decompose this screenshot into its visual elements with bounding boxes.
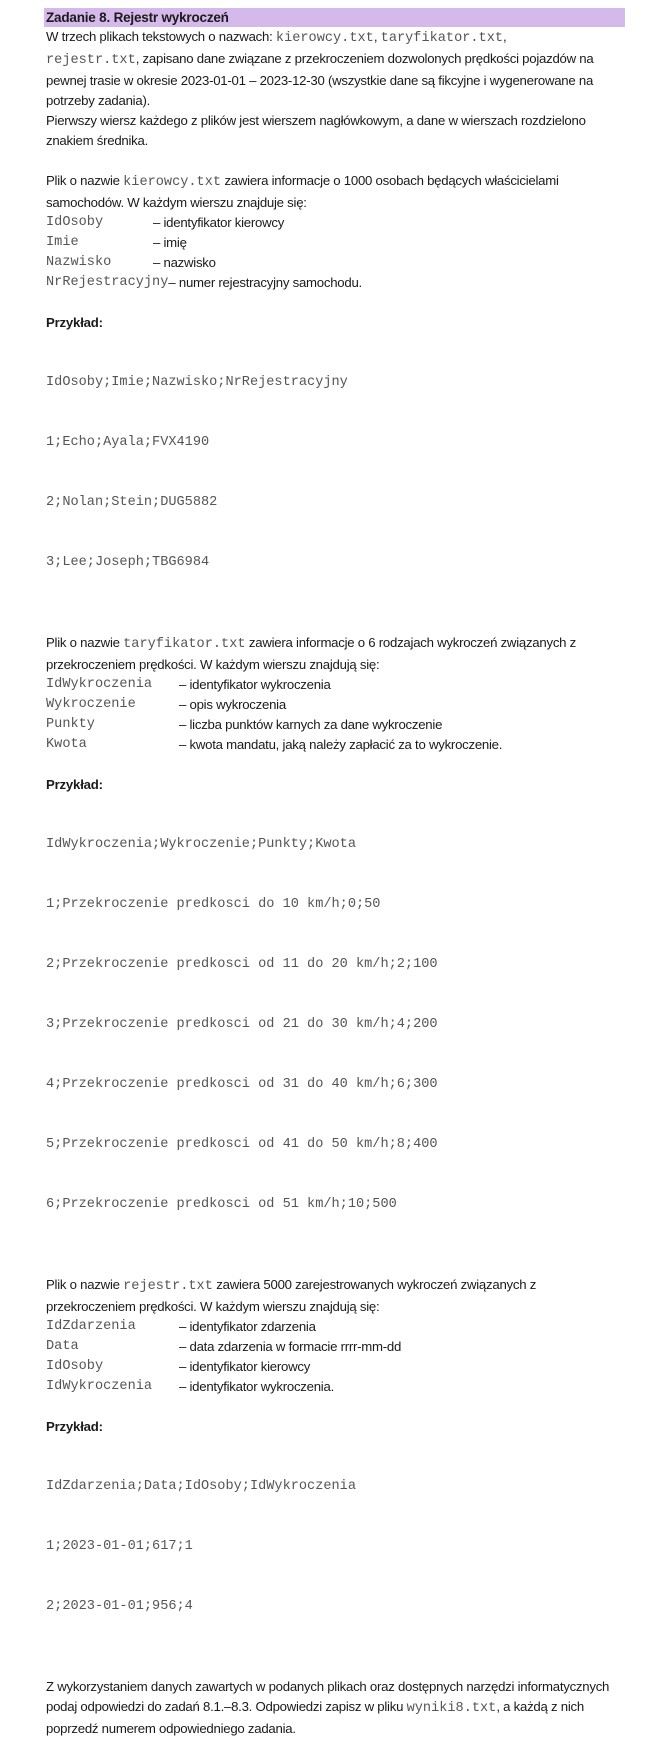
desc-text: zawiera informacje o 6 rodzajach wykroczeń związanych z przekroczeniem prędkości. W każdym wierszu znajdują się: bbox=[46, 635, 577, 672]
field-name: IdOsoby bbox=[46, 215, 104, 230]
field-name: Kwota bbox=[46, 737, 87, 752]
example-line: 2;2023-01-01;956;4 bbox=[46, 1599, 193, 1614]
field-row bbox=[46, 1377, 626, 1397]
filename-taryfikator: taryfikator.txt bbox=[380, 31, 504, 46]
example-line: 3;Lee;Joseph;TBG6984 bbox=[46, 555, 210, 570]
closing-text: , a każdą z nich poprzedź numerem odpowiedniego zadania. bbox=[46, 1699, 584, 1736]
example-line: 5;Przekroczenie predkosci od 41 do 50 km/h;8;400 bbox=[46, 1137, 438, 1152]
field-name: IdWykroczenia bbox=[46, 1379, 153, 1394]
filename-taryfikator: taryfikator.txt bbox=[123, 637, 246, 652]
example-label: Przykład: bbox=[46, 315, 103, 330]
example-line: 1;Przekroczenie predkosci do 10 km/h;0;50 bbox=[46, 897, 381, 912]
field-desc: – identyfikator kierowcy bbox=[153, 215, 285, 230]
field-row bbox=[46, 213, 626, 233]
separator: , bbox=[503, 29, 507, 44]
field-row bbox=[46, 675, 626, 695]
field-desc: – identyfikator zdarzenia bbox=[179, 1319, 316, 1334]
field-row bbox=[46, 273, 626, 293]
rejestr-description bbox=[46, 1275, 626, 1317]
field-row bbox=[46, 715, 626, 735]
field-row bbox=[46, 253, 626, 273]
header-info-paragraph: Pierwszy wiersz każdego z plików jest wierszem nagłówkowym, a dane w wierszach rozdzielono znakiem średnika. bbox=[46, 113, 586, 148]
field-row bbox=[46, 233, 626, 253]
example-line: IdZdarzenia;Data;IdOsoby;IdWykroczenia bbox=[46, 1479, 356, 1494]
example-line: 3;Przekroczenie predkosci od 21 do 30 km/h;4;200 bbox=[46, 1017, 438, 1032]
example-label: Przykład: bbox=[46, 1419, 103, 1434]
intro-text: , zapisano dane związane z przekroczeniem dozwolonych prędkości pojazdów na pewnej trasie w okresie 2023-01-01 – 2023-12-30 (wszystkie dane są fikcyjne i wygenerowane na potrzeby zadania). bbox=[46, 51, 594, 108]
field-name: Data bbox=[46, 1339, 79, 1354]
task-document bbox=[46, 8, 626, 1739]
filename-rejestr: rejestr.txt bbox=[46, 53, 136, 68]
example-line: 1;Echo;Ayala;FVX4190 bbox=[46, 435, 210, 450]
desc-text: zawiera 5000 zarejestrowanych wykroczeń związanych z przekroczeniem prędkości. W każdym wierszu znajdują się: bbox=[46, 1277, 537, 1314]
filename-wyniki: wyniki8.txt bbox=[406, 1701, 497, 1716]
kierowcy-field-list bbox=[46, 213, 626, 293]
field-desc: – identyfikator kierowcy bbox=[179, 1359, 311, 1374]
rejestr-field-list bbox=[46, 1317, 626, 1397]
field-row bbox=[46, 695, 626, 715]
closing-text: Z wykorzystaniem danych zawartych w podanych plikach oraz dostępnych narzędzi informatycznych podaj odpowiedzi do zadań 8.1.–8.3. Odpowiedzi zapisz w pliku bbox=[46, 1679, 610, 1714]
field-name: Wykroczenie bbox=[46, 697, 136, 712]
field-desc: – nazwisko bbox=[153, 255, 216, 270]
closing-instructions bbox=[46, 1677, 626, 1739]
desc-text: Plik o nazwie bbox=[46, 173, 124, 188]
filename-kierowcy: kierowcy.txt bbox=[123, 175, 222, 190]
filename-kierowcy: kierowcy.txt bbox=[275, 31, 374, 46]
desc-text: Plik o nazwie bbox=[46, 1277, 124, 1292]
field-desc: – identyfikator wykroczenia. bbox=[179, 1379, 334, 1394]
field-desc: – numer rejestracyjny samochodu. bbox=[168, 275, 362, 290]
field-desc: – kwota mandatu, jaką należy zapłacić za to wykroczenie. bbox=[179, 737, 503, 752]
example-label: Przykład: bbox=[46, 777, 103, 792]
example-line: 4;Przekroczenie predkosci od 31 do 40 km/h;6;300 bbox=[46, 1077, 438, 1092]
example-line: IdWykroczenia;Wykroczenie;Punkty;Kwota bbox=[46, 837, 356, 852]
field-name: Imie bbox=[46, 235, 79, 250]
example-line: 2;Przekroczenie predkosci od 11 do 20 km/h;2;100 bbox=[46, 957, 438, 972]
separator: , bbox=[373, 29, 381, 44]
field-name: IdOsoby bbox=[46, 1359, 104, 1374]
field-row bbox=[46, 735, 626, 755]
field-name: IdZdarzenia bbox=[46, 1319, 136, 1334]
field-name: IdWykroczenia bbox=[46, 677, 153, 692]
taryfikator-example bbox=[46, 795, 626, 1255]
field-name: Nazwisko bbox=[46, 255, 112, 270]
intro-paragraph bbox=[46, 27, 626, 111]
field-desc: – data zdarzenia w formacie rrrr-mm-dd bbox=[179, 1339, 402, 1354]
example-line: 6;Przekroczenie predkosci od 51 km/h;10;500 bbox=[46, 1197, 397, 1212]
kierowcy-example bbox=[46, 333, 626, 613]
field-desc: – imię bbox=[153, 235, 187, 250]
rejestr-example bbox=[46, 1437, 626, 1657]
kierowcy-description bbox=[46, 171, 626, 213]
field-name: NrRejestracyjny bbox=[46, 275, 169, 290]
taryfikator-field-list bbox=[46, 675, 626, 755]
field-row bbox=[46, 1317, 626, 1337]
desc-text: Plik o nazwie bbox=[46, 635, 124, 650]
field-name: Punkty bbox=[46, 717, 95, 732]
intro-text: W trzech plikach tekstowych o nazwach: bbox=[46, 29, 276, 44]
field-desc: – liczba punktów karnych za dane wykroczenie bbox=[179, 717, 443, 732]
field-row bbox=[46, 1337, 626, 1357]
filename-rejestr: rejestr.txt bbox=[123, 1279, 213, 1294]
task-title: Zadanie 8. Rejestr wykroczeń bbox=[44, 8, 625, 27]
desc-text: zawiera informacje o 1000 osobach będących właścicielami samochodów. W każdym wierszu znajduje się: bbox=[46, 173, 559, 210]
example-line: 2;Nolan;Stein;DUG5882 bbox=[46, 495, 218, 510]
example-line: IdOsoby;Imie;Nazwisko;NrRejestracyjny bbox=[46, 375, 348, 390]
example-line: 1;2023-01-01;617;1 bbox=[46, 1539, 193, 1554]
field-desc: – opis wykroczenia bbox=[179, 697, 286, 712]
field-desc: – identyfikator wykroczenia bbox=[179, 677, 331, 692]
taryfikator-description bbox=[46, 633, 626, 675]
field-row bbox=[46, 1357, 626, 1377]
